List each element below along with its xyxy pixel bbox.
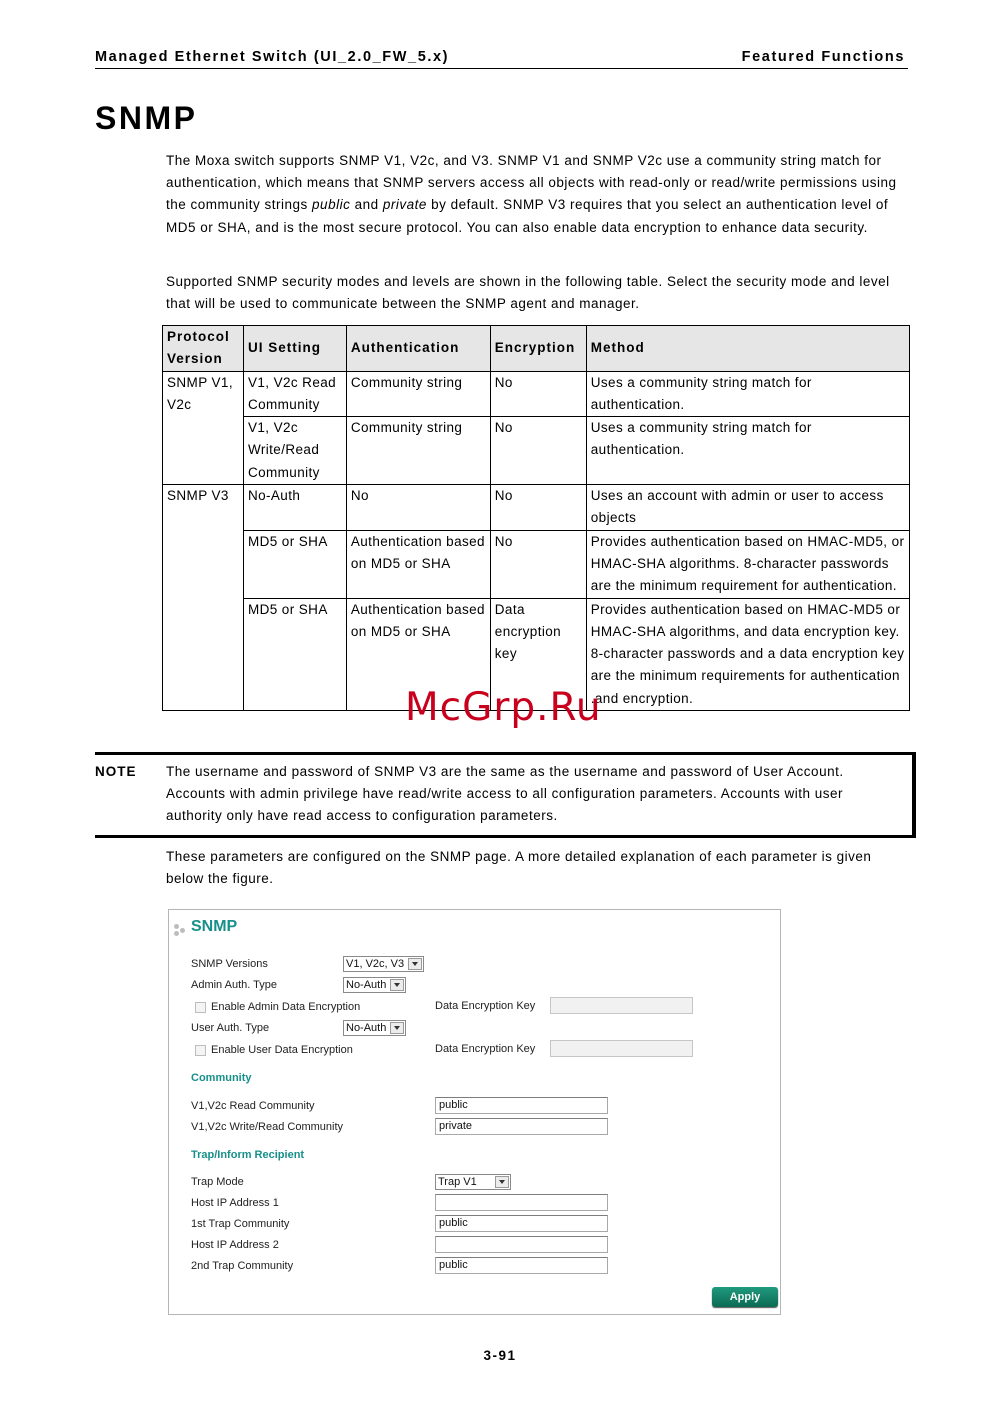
host-ip-2-input[interactable] [435,1236,608,1253]
header-left: Managed Ethernet Switch (UI_2.0_FW_5.x) [95,49,450,65]
table-cell: Uses a community string match for authentication. [586,371,909,417]
table-cell: Provides authentication based on HMAC-MD5, or HMAC-SHA algorithms. 8-character passwords are the minimum requirement for authentication. [586,530,909,598]
th-method: Method [586,326,909,372]
table-cell: Provides authentication based on HMAC-MD5 or HMAC-SHA algorithms, and data encryption key. 8-character passwords and a data encryption key are the minimum requirements for authentication .and encryption. [586,598,909,710]
table-header-row [163,326,910,372]
note-label: NOTE [95,764,137,779]
table-row [163,417,910,485]
intro-paragraph [166,150,911,239]
table-cell: MD5 or SHA [243,530,346,598]
table-cell: No [490,485,586,531]
admin-encryption-checkbox[interactable] [195,1002,206,1013]
user-auth-select[interactable] [343,1020,406,1036]
table-cell: Uses an account with admin or user to access objects [586,485,909,531]
note-text: The username and password of SNMP V3 are the same as the username and password of User Account. Accounts with admin privilege have read/write access to all configuration parameters. Accounts with user authority only have read access to configuration parameters. [166,764,844,824]
intro-text-3: by default. SNMP V3 requires that you select an authentication level of MD5 or SHA, and is the most secure protocol. You can also enable data encryption to enhance data security. [166,197,889,235]
read-community-value: public [439,1099,468,1111]
table-cell: No-Auth [243,485,346,531]
admin-key-label: Data Encryption Key [435,1000,536,1012]
intro-private: private [382,197,427,213]
table-cell: No [346,485,490,531]
screen-title: SNMP [191,918,238,935]
trap-community-2-value: public [439,1259,468,1271]
admin-encryption-label: Enable Admin Data Encryption [211,1001,361,1013]
table-cell: No [490,530,586,598]
trap-community-1-input[interactable] [435,1215,608,1232]
trap-mode-value: Trap V1 [438,1176,477,1188]
intro-public: public [312,197,351,213]
community-section-title: Community [191,1072,252,1084]
intro-text-2: and [350,197,383,213]
table-cell: V1, V2c Write/Read Community [243,417,346,485]
write-community-label: V1,V2c Write/Read Community [191,1121,344,1133]
section-title: SNMP [95,100,198,136]
intro-text-1: The Moxa switch supports SNMP V1, V2c, and V3. SNMP V1 and SNMP V2c use a community string match for authentication, which means that SNMP servers access all objects with read-only or read/write permissions using the community strings [166,153,897,213]
table-cell: No [490,371,586,417]
trap-community-1-value: public [439,1217,468,1229]
bullet-dots-icon [174,924,190,940]
user-auth-label: User Auth. Type [191,1022,270,1034]
table-cell: SNMP V1, V2c [163,371,244,484]
table-cell: V1, V2c Read Community [243,371,346,417]
table-cell: No [490,417,586,485]
user-auth-value: No-Auth [346,1022,387,1034]
read-community-label: V1,V2c Read Community [191,1100,315,1112]
table-row [163,485,910,531]
write-community-input[interactable] [435,1118,608,1135]
table-row [163,371,910,417]
trap-mode-select[interactable] [435,1174,511,1190]
write-community-value: private [439,1120,473,1132]
user-key-input[interactable] [550,1040,693,1057]
host-ip-1-input[interactable] [435,1194,608,1211]
table-cell: Authentication based on MD5 or SHA [346,598,490,710]
trap-community-2-input[interactable] [435,1257,608,1274]
table-cell: Community string [346,417,490,485]
user-encryption-checkbox[interactable] [195,1045,206,1056]
th-authentication: Authentication [346,326,490,372]
header-right: Featured Functions [741,49,905,65]
th-protocol: Protocol Version [163,326,244,372]
admin-auth-select[interactable] [343,977,406,993]
chevron-down-icon[interactable] [390,979,404,991]
user-key-label: Data Encryption Key [435,1043,536,1055]
trap-community-1-label: 1st Trap Community [191,1218,290,1230]
snmp-versions-select[interactable] [343,956,424,972]
watermark: McGrp.Ru [405,685,602,730]
table-cell: MD5 or SHA [243,598,346,710]
admin-key-input[interactable] [550,997,693,1014]
page-header [95,48,908,69]
snmp-versions-value: V1, V2c, V3 [346,958,405,970]
apply-button[interactable]: Apply [712,1287,778,1307]
intro-paragraph-3: These parameters are configured on the SNMP page. A more detailed explanation of each parameter is given below the figure. [166,849,872,887]
security-modes-table [162,325,910,711]
table-cell: SNMP V3 [163,485,244,711]
user-encryption-label: Enable User Data Encryption [211,1044,353,1056]
table-cell: Uses a community string match for authentication. [586,417,909,485]
table-cell: Community string [346,371,490,417]
host-ip-1-label: Host IP Address 1 [191,1197,279,1209]
chevron-down-icon[interactable] [495,1176,509,1188]
table-row [163,530,910,598]
page-number: 3-91 [483,1348,517,1363]
chevron-down-icon[interactable] [408,958,422,970]
trap-mode-label: Trap Mode [191,1176,244,1188]
admin-auth-label: Admin Auth. Type [191,979,278,991]
th-encryption: Encryption [490,326,586,372]
th-ui-setting: UI Setting [243,326,346,372]
chevron-down-icon[interactable] [390,1022,404,1034]
trap-section-title: Trap/Inform Recipient [191,1149,305,1161]
read-community-input[interactable] [435,1097,608,1114]
snmp-settings-screenshot [168,909,781,1315]
table-cell: Authentication based on MD5 or SHA [346,530,490,598]
admin-auth-value: No-Auth [346,979,387,991]
table-cell: Data encryption key [490,598,586,710]
trap-community-2-label: 2nd Trap Community [191,1260,294,1272]
host-ip-2-label: Host IP Address 2 [191,1239,279,1251]
snmp-versions-label: SNMP Versions [191,958,268,970]
intro-paragraph-2: Supported SNMP security modes and levels are shown in the following table. Select the security mode and level that will be used to communicate between the SNMP agent and manager. [166,274,890,312]
